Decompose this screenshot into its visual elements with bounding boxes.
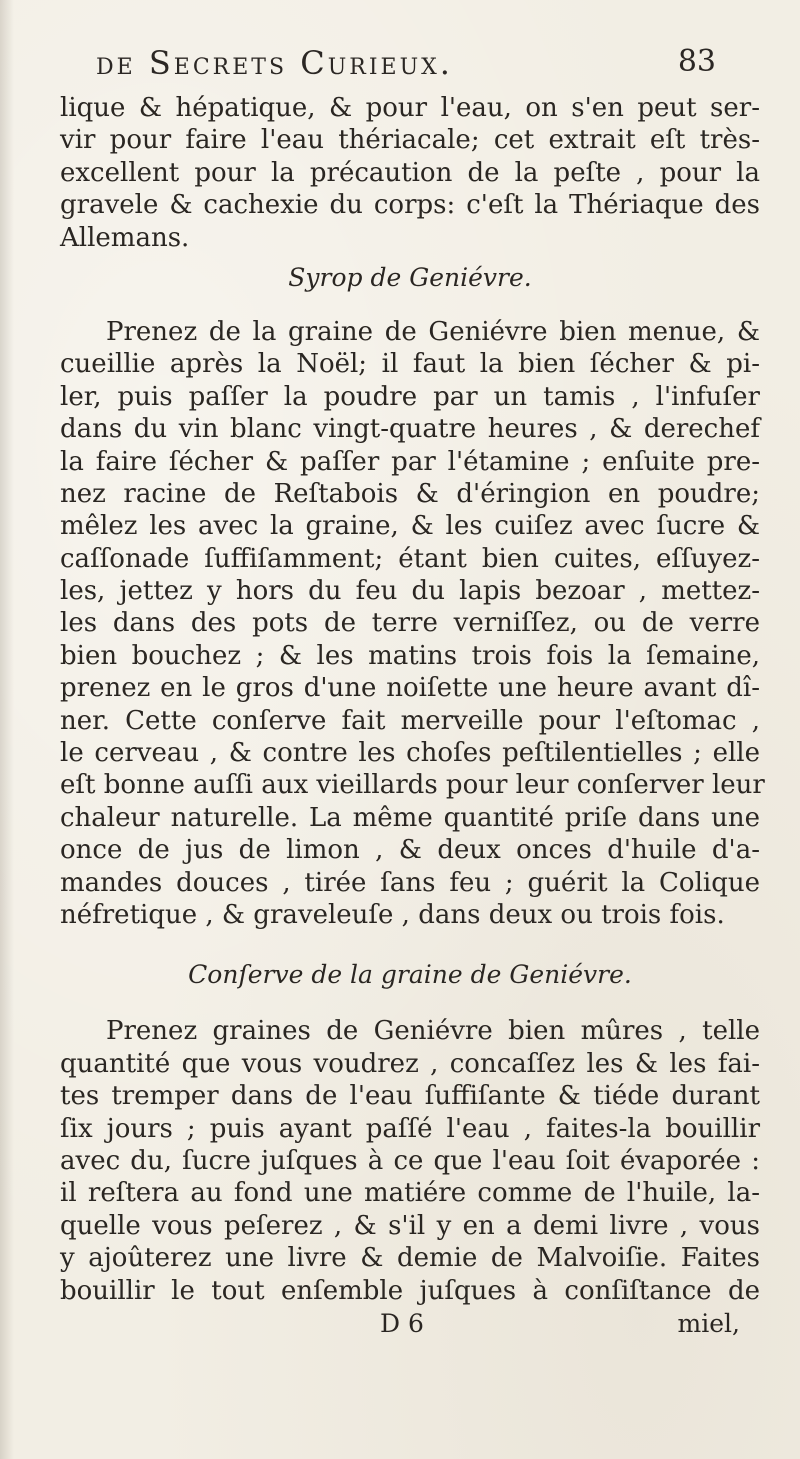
text-line: bien bouchez ; & les matins trois fois la ſemaine, — [60, 640, 760, 671]
text-line: excellent pour la précaution de la peſte , pour la — [60, 157, 760, 188]
paragraph-syrop-recipe — [60, 316, 765, 931]
text-line: néfretique , & graveleuſe , dans deux ou trois fois. — [60, 899, 725, 930]
text-line: y ajoûterez une livre & demie de Malvoiſie. Faites — [60, 1243, 760, 1274]
text-line: les, jettez y hors du feu du lapis bezoar , mettez- — [60, 576, 760, 607]
text-line: prenez en le gros d'une noiſette une heure avant dî- — [60, 673, 760, 704]
page-gutter-shadow — [0, 0, 14, 1459]
section-heading-syrop: Syrop de Geniévre. — [288, 262, 532, 292]
text-line: cueillie après la Noël; il faut la bien ſécher & pi- — [60, 349, 760, 380]
text-line: lique & hépatique, & pour l'eau, on s'en peut ser- — [60, 93, 760, 123]
text-line: il reſtera au fond une matiére comme de l'huile, la- — [60, 1178, 760, 1209]
page-footer — [60, 1307, 760, 1341]
text-line: eſt bonne auſſi aux vieillards pour leur conſerver leur — [60, 770, 765, 801]
text-line: ler, puis paſſer la poudre par un tamis , l'infuſer — [60, 381, 760, 412]
paragraph-conserve-recipe — [60, 1015, 760, 1307]
text-line: bouillir le tout enſemble juſques à conſiſtance de — [60, 1275, 760, 1306]
text-line: le cerveau , & contre les choſes peſtilentielles ; elle — [60, 738, 760, 769]
text-line: caſſonade ſuffiſamment; étant bien cuites, eſſuyez- — [60, 543, 760, 574]
text-line: ner. Cette conſerve fait merveille pour l'eſtomac , — [60, 705, 760, 736]
text-line: chaleur naturelle. La même quantité priſe dans une — [60, 802, 760, 833]
text-line: avec du, ſucre juſques à ce que l'eau ſoit évaporée : — [60, 1145, 760, 1176]
page-header — [96, 44, 716, 94]
text-line: Allemans. — [60, 222, 190, 253]
text-line: nez racine de Reſtabois & d'éringion en poudre; — [60, 478, 760, 509]
text-line: Prenez graines de Geniévre bien mûres , telle — [106, 1016, 760, 1047]
text-line: quantité que vous voudrez , concaſſez les & les fai- — [60, 1048, 760, 1079]
text-line: once de jus de limon , & deux onces d'huile d'a- — [60, 835, 760, 866]
text-line: mandes douces , tirée ſans feu ; guérit la Colique — [60, 867, 760, 898]
page-number: 83 — [677, 44, 716, 79]
text-line: dans du vin blanc vingt-quatre heures , & derechef — [60, 414, 760, 445]
catchword: miel, — [677, 1308, 740, 1338]
section-heading-conserve: Conſerve de la graine de Geniévre. — [188, 960, 632, 990]
signature-mark: D 6 — [380, 1308, 424, 1338]
paragraph-hepatic-extract — [60, 92, 760, 254]
page-body — [60, 92, 765, 1341]
text-line: la faire ſécher & paſſer par l'étamine ; enſuite pre- — [60, 446, 760, 477]
text-line: gravele & cachexie du corps: c'eſt la Thériaque des — [60, 190, 760, 221]
text-line: mêlez les avec la graine, & les cuiſez avec ſucre & — [60, 511, 760, 542]
text-line: vir pour faire l'eau thériacale; cet extrait eſt très- — [60, 125, 760, 156]
text-line: Prenez de la graine de Geniévre bien menue, & — [106, 316, 760, 347]
text-line: ſix jours ; puis ayant paſſé l'eau , faites-la bouillir — [60, 1113, 760, 1144]
running-head: de Secrets Curieux. — [96, 44, 453, 82]
text-line: quelle vous peſerez , & s'il y en a demi livre , vous — [60, 1210, 760, 1241]
text-line: les dans des pots de terre verniſſez, ou de verre — [60, 608, 760, 639]
text-line: tes tremper dans de l'eau ſuffiſante & tiéde durant — [60, 1081, 760, 1112]
